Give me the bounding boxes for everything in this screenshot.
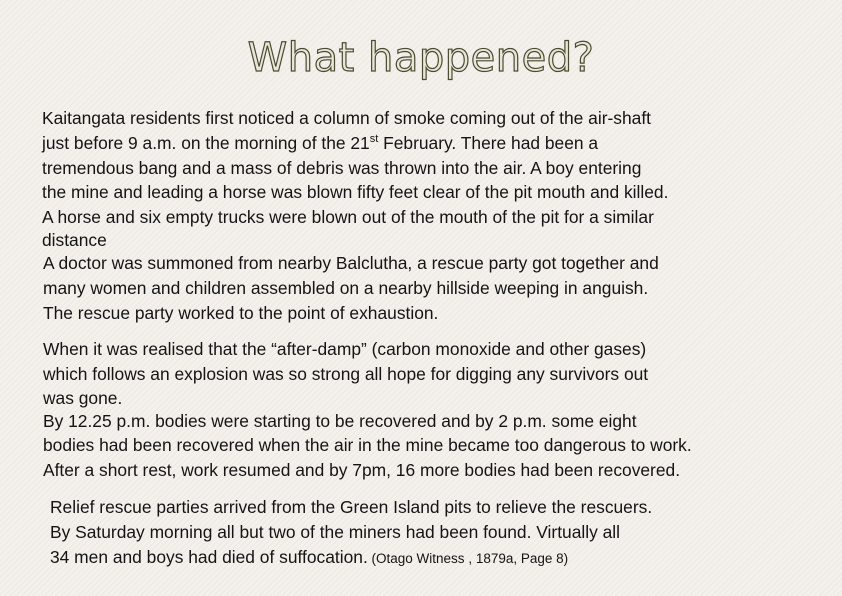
text-line: After a short rest, work resumed and by 7pm, 16 more bodies had been recovered. (43, 460, 681, 481)
text-fragment: 34 men and boys had died of suffocation. (50, 546, 368, 567)
text-fragment: just before 9 a.m. on the morning of the 21 (42, 132, 370, 153)
text-line (50, 545, 652, 572)
text-line: A horse and six empty trucks were blown out of the mouth of the pit for a similar (42, 207, 654, 228)
text-line: When it was realised that the “after-damp” (carbon monoxide and other gases) (43, 339, 647, 359)
text-line: many women and children assembled on a nearby hillside weeping in anguish. (43, 277, 649, 298)
slide-title: What happened? (247, 35, 595, 81)
text-line: By Saturday morning all but two of the miners had been found. Virtually all (50, 521, 621, 542)
text-line: Kaitangata residents first noticed a column of smoke coming out of the air-shaft (42, 108, 651, 128)
text-line: A doctor was summoned from nearby Balclutha, a rescue party got together and (43, 253, 659, 273)
text-line: The rescue party worked to the point of exhaustion. (43, 302, 439, 323)
paragraph-explosion (42, 106, 668, 250)
text-line: distance (42, 229, 107, 250)
ordinal-suffix: st (369, 132, 379, 145)
paragraph-after-damp (43, 337, 692, 483)
text-line: which follows an explosion was so strong all hope for digging any survivors out (43, 363, 649, 384)
text-line: bodies had been recovered when the air in the mine became too dangerous to work. (43, 435, 692, 456)
citation: (Otago Witness , 1879a, Page 8) (367, 550, 569, 566)
text-fragment: February. There had been a (378, 132, 599, 153)
text-line (42, 131, 668, 156)
text-line: tremendous bang and a mass of debris was thrown into the air. A boy entering (42, 157, 642, 178)
paragraph-rescue-party (43, 251, 659, 325)
text-line: was gone. (43, 387, 123, 408)
text-line: By 12.25 p.m. bodies were starting to be recovered and by 2 p.m. some eight (43, 410, 637, 431)
paragraph-relief (50, 495, 652, 571)
text-line: the mine and leading a horse was blown fifty feet clear of the pit mouth and killed. (42, 182, 669, 203)
text-line: Relief rescue parties arrived from the Green Island pits to relieve the rescuers. (50, 497, 653, 517)
